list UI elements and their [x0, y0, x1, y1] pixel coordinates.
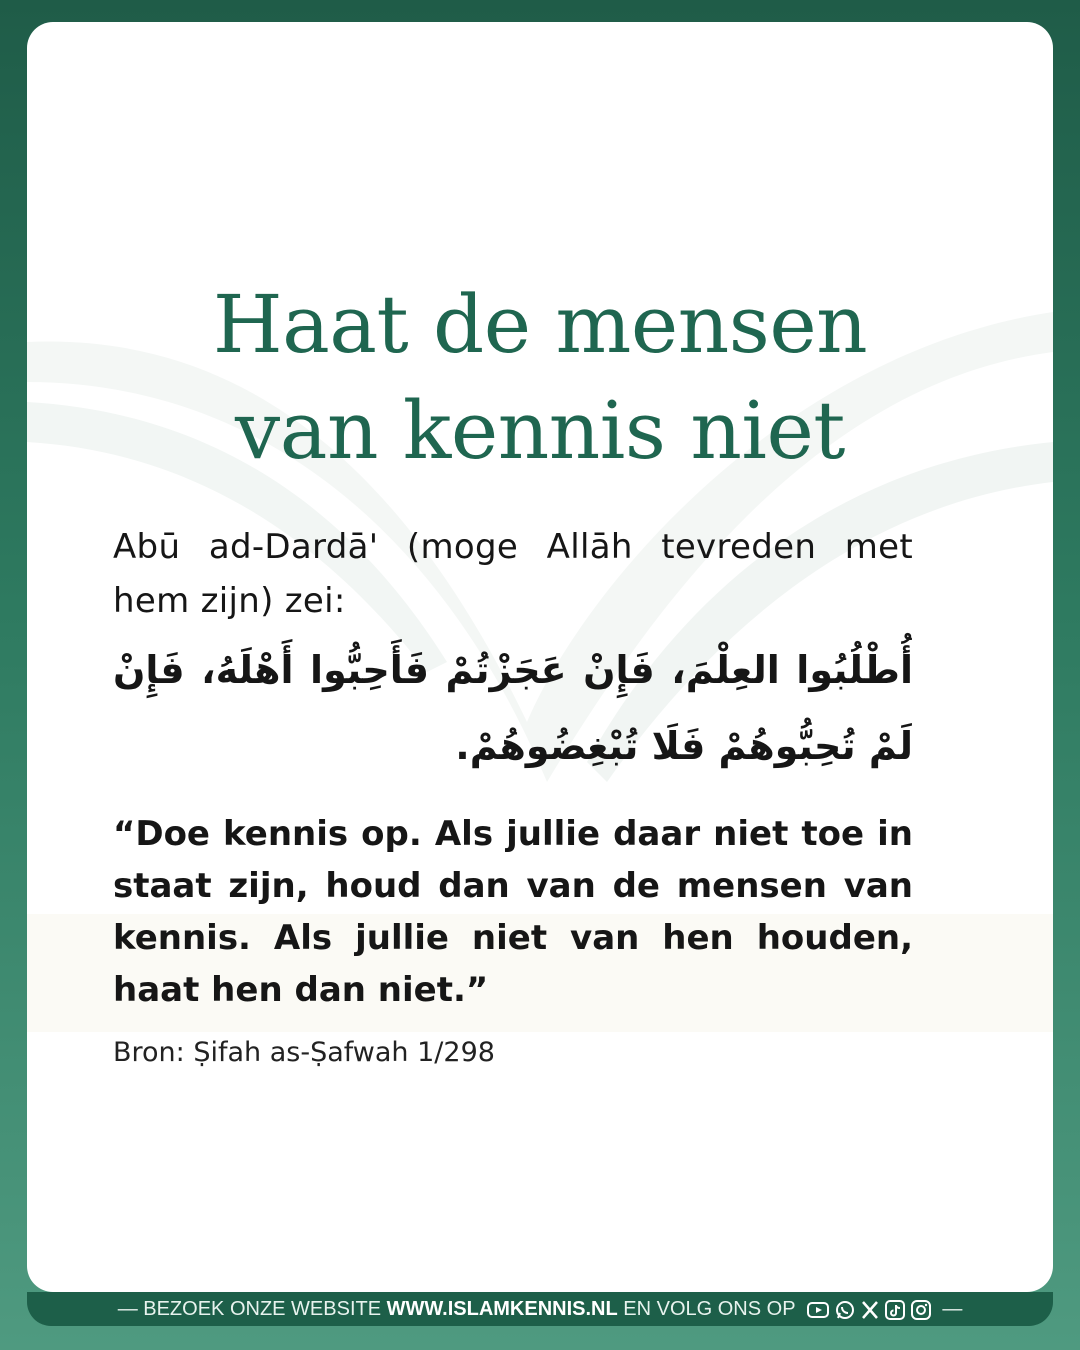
instagram-icon[interactable]: [911, 1300, 931, 1320]
page-title: [67, 272, 1013, 484]
footer-dash-right: —: [942, 1298, 963, 1320]
footer-dash-left: —: [117, 1298, 138, 1320]
arabic-quote: أُطْلُبُوا العِلْمَ، فَإِنْ عَجَزْتُمْ فَأَحِبُّوا أَهْلَهُ، فَإِنْ لَمْ تُحِبُّوهُمْ فَلَا تُبْغِضُوهُمْ.: [113, 648, 913, 768]
x-icon[interactable]: [861, 1300, 879, 1320]
title-line-2: van kennis niet: [235, 384, 845, 477]
translated-quote: “Doe kennis op. Als jullie daar niet toe in staat zijn, houd dan van de mensen van kennis. Als jullie niet van hen houden, haat hen dan niet.”: [113, 814, 913, 1010]
tiktok-icon[interactable]: [885, 1300, 905, 1320]
source-reference: Bron: Ṣifah as-Ṣafwah 1/298: [113, 1037, 495, 1068]
youtube-icon[interactable]: [807, 1300, 829, 1320]
whatsapp-icon[interactable]: [835, 1300, 855, 1320]
footer-text: [0, 1294, 1080, 1324]
title-line-1: Haat de mensen: [212, 278, 868, 371]
footer-prefix: BEZOEK ONZE WEBSITE: [143, 1298, 382, 1320]
website-link[interactable]: WWW.ISLAMKENNIS.NL: [386, 1298, 618, 1320]
intro-text: Abū ad-Dardā' (moge Allāh tevreden met hem zijn) zei:: [113, 527, 913, 621]
social-icons: [807, 1300, 931, 1320]
footer-suffix: EN VOLG ONS OP: [623, 1298, 796, 1320]
